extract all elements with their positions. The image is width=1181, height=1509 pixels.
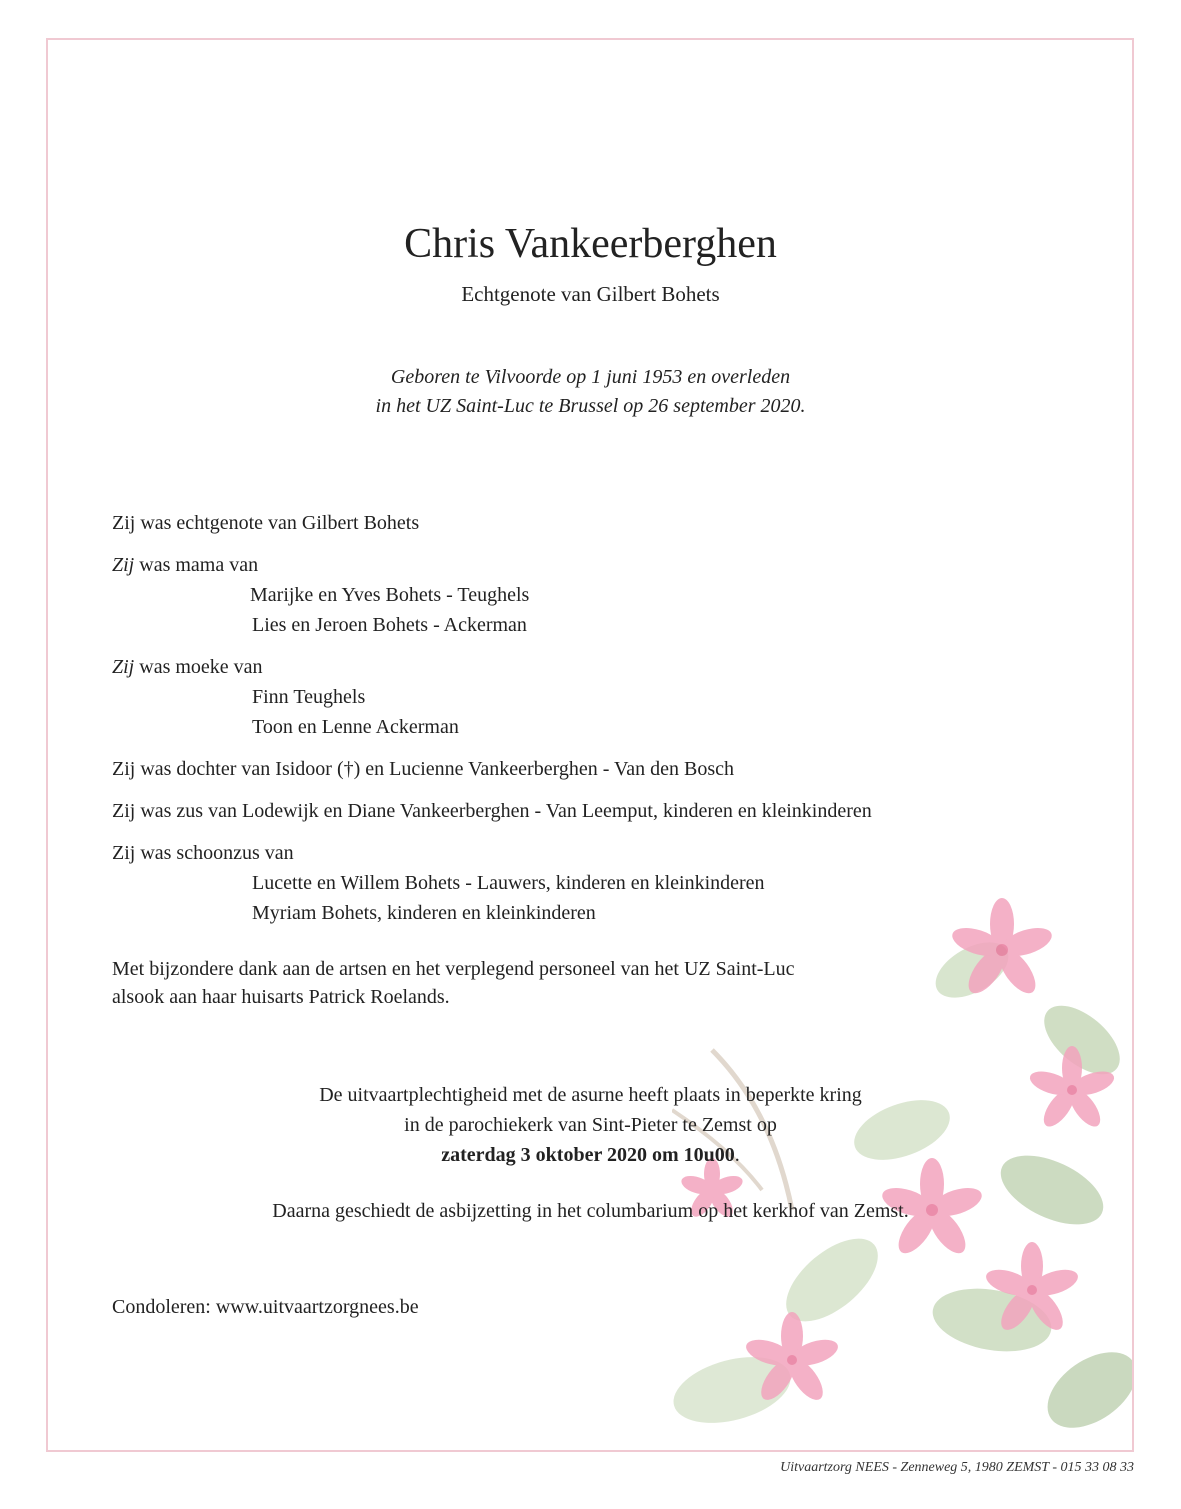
mama-line: [112, 554, 258, 577]
sister-line: Zij was zus van Lodewijk en Diane Vankeerberghen - Van Leemput, kinderen en kleinkinderen: [112, 800, 872, 822]
moeke-name-2: Toon en Lenne Ackerman: [252, 716, 459, 738]
ceremony-date-suffix: .: [734, 1144, 740, 1166]
ceremony-line-2: in de parochiekerk van Sint-Pieter te Zemst op: [404, 1114, 777, 1136]
birth-line-2: in het UZ Saint-Luc te Brussel op 26 september 2020.: [375, 395, 806, 417]
mama-rest: was mama van: [134, 554, 259, 576]
moeke-zij: Zij: [112, 656, 135, 678]
mama-name-1: Marijke en Yves Bohets - Teughels: [250, 584, 530, 606]
spouse-line: Zij was echtgenote van Gilbert Bohets: [112, 512, 420, 534]
funeral-home-footer: Uitvaartzorg NEES - Zenneweg 5, 1980 ZEMST - 015 33 08 33: [780, 1460, 1134, 1475]
condolences-line: Condoleren: www.uitvaartzorgnees.be: [112, 1296, 419, 1318]
mama-zij: Zij: [112, 554, 135, 576]
moeke-line: [112, 656, 263, 679]
schoonzus-line: Zij was schoonzus van: [112, 842, 294, 864]
deceased-name: Chris Vankeerberghen: [404, 221, 777, 267]
daughter-line: Zij was dochter van Isidoor (†) en Lucienne Vankeerberghen - Van den Bosch: [112, 758, 735, 780]
moeke-name-1: Finn Teughels: [252, 686, 366, 708]
burial-line: Daarna geschiedt de asbijzetting in het columbarium op het kerkhof van Zemst.: [272, 1200, 909, 1222]
mama-name-2: Lies en Jeroen Bohets - Ackerman: [252, 614, 527, 636]
ceremony-line-1: De uitvaartplechtigheid met de asurne heeft plaats in beperkte kring: [319, 1084, 862, 1106]
ceremony-date-text: zaterdag 3 oktober 2020 om 10u00: [441, 1144, 735, 1166]
thanks-line-2: alsook aan haar huisarts Patrick Roelands.: [112, 986, 450, 1008]
birth-line-1: Geboren te Vilvoorde op 1 juni 1953 en overleden: [390, 366, 791, 388]
spouse-subtitle: Echtgenote van Gilbert Bohets: [461, 282, 720, 306]
schoonzus-name-1: Lucette en Willem Bohets - Lauwers, kinderen en kleinkinderen: [252, 872, 765, 894]
thanks-line-1: Met bijzondere dank aan de artsen en het verplegend personeel van het UZ Saint-Luc: [112, 958, 795, 980]
ceremony-date: [0, 1144, 1181, 1167]
schoonzus-name-2: Myriam Bohets, kinderen en kleinkinderen: [252, 902, 596, 924]
moeke-rest: was moeke van: [134, 656, 263, 678]
